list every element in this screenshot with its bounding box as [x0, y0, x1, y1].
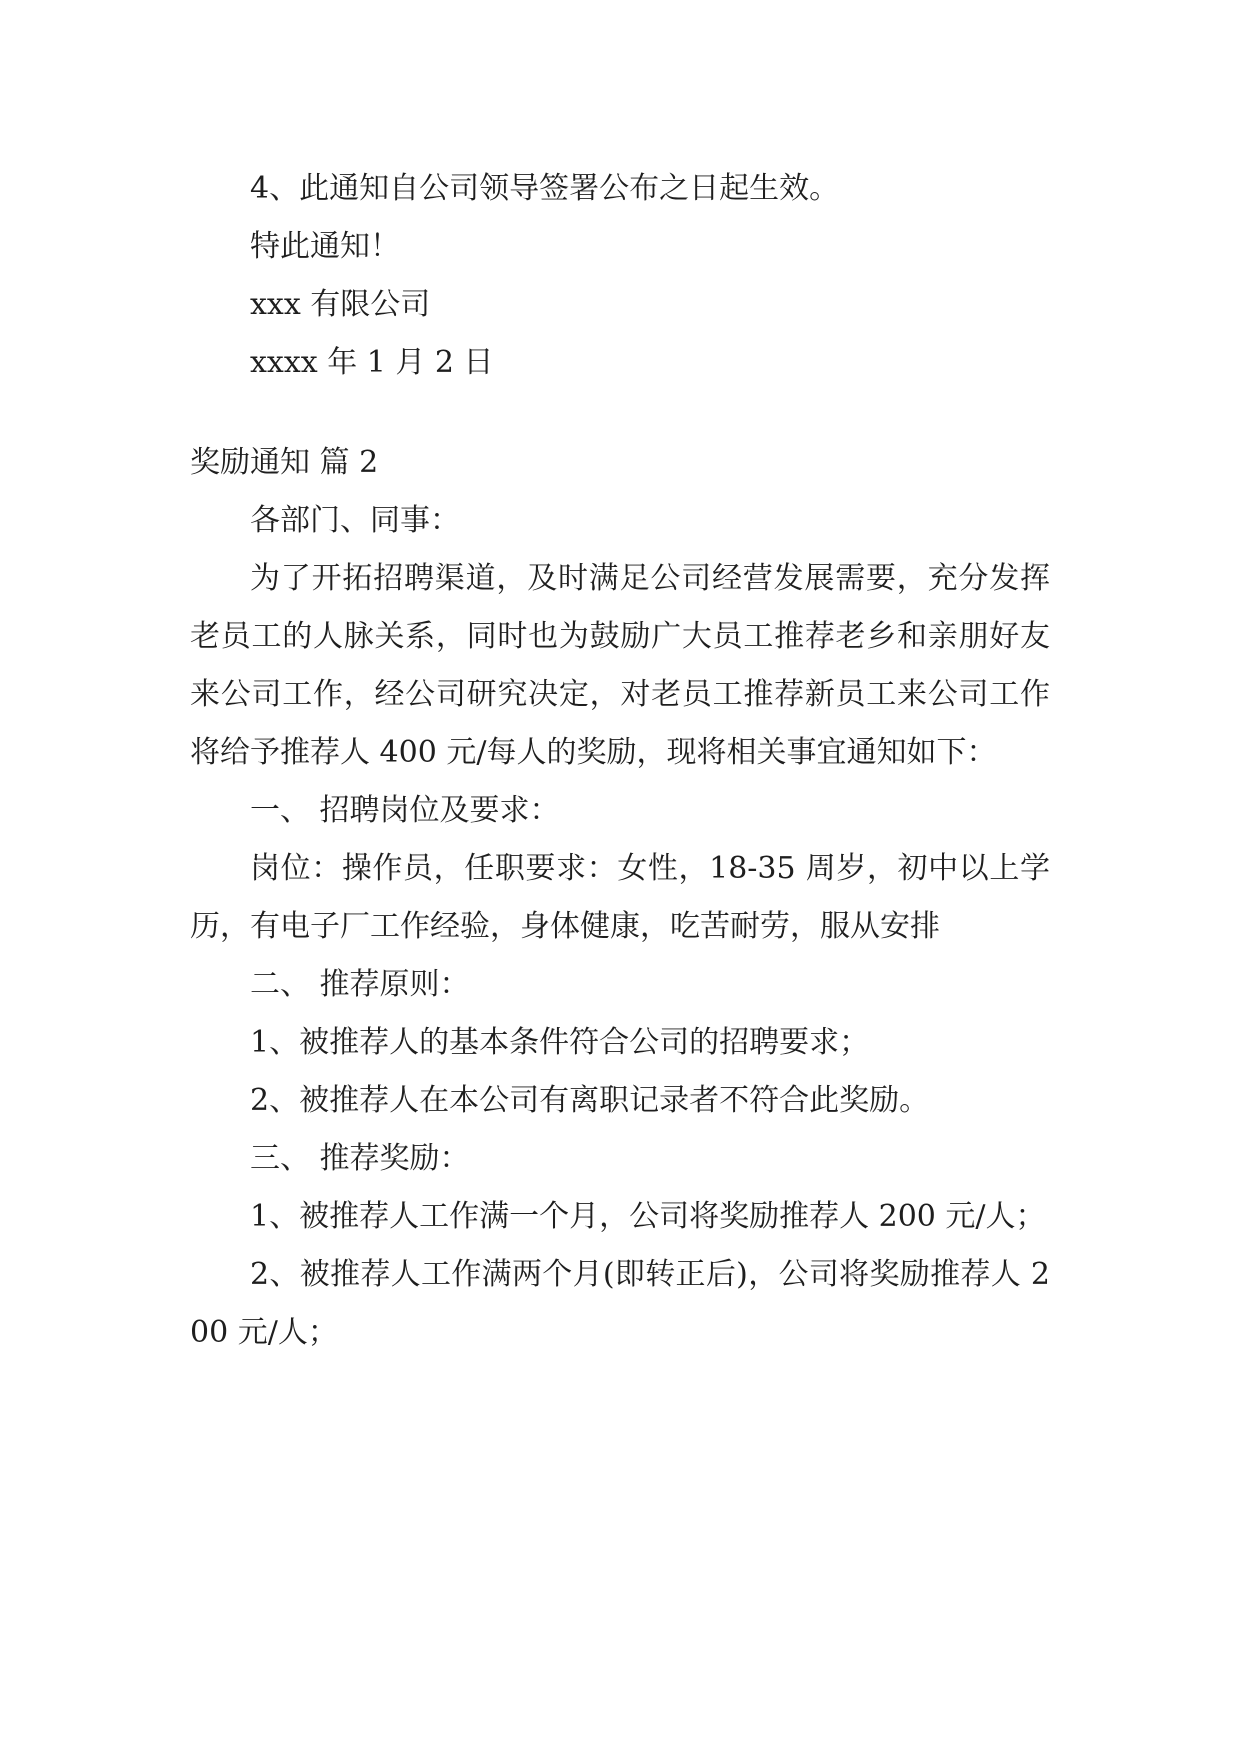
- reward-2-paragraph: 2、被推荐人工作满两个月(即转正后)，公司将奖励推荐人 200 元/人；: [190, 1257, 1050, 1350]
- section-3-heading: 三、 推荐奖励：: [250, 1141, 470, 1176]
- issue-date: xxxx 年 1 月 2 日: [250, 345, 494, 380]
- section-heading: 奖励通知 篇 2: [190, 445, 379, 480]
- clause-4-paragraph: 4、此通知自公司领导签署公布之日起生效。: [250, 171, 840, 206]
- reward-1-paragraph: 1、被推荐人工作满一个月，公司将奖励推荐人 200 元/人；: [250, 1199, 1046, 1234]
- company-name: xxx 有限公司: [250, 287, 431, 322]
- principle-1-paragraph: 1、被推荐人的基本条件符合公司的招聘要求；: [250, 1025, 870, 1060]
- section-1-heading: 一、 招聘岗位及要求：: [250, 793, 560, 828]
- intro-paragraph: 为了开拓招聘渠道，及时满足公司经营发展需要，充分发挥老员工的人脉关系，同时也为鼓励广大员工推荐老乡和亲朋好友来公司工作，经公司研究决定，对老员工推荐新员工来公司工作将给予推荐人 400 元/每人的奖励，现将相关事宜通知如下：: [190, 561, 1050, 770]
- document-body: [190, 160, 1050, 1362]
- closing-line: 特此通知！: [250, 229, 400, 264]
- position-paragraph: 岗位：操作员，任职要求：女性，18-35 周岁，初中以上学历，有电子厂工作经验，身体健康，吃苦耐劳，服从安排: [190, 851, 1050, 944]
- salutation: 各部门、同事：: [250, 503, 460, 538]
- section-2-heading: 二、 推荐原则：: [250, 967, 470, 1002]
- principle-2-paragraph: 2、被推荐人在本公司有离职记录者不符合此奖励。: [250, 1083, 930, 1118]
